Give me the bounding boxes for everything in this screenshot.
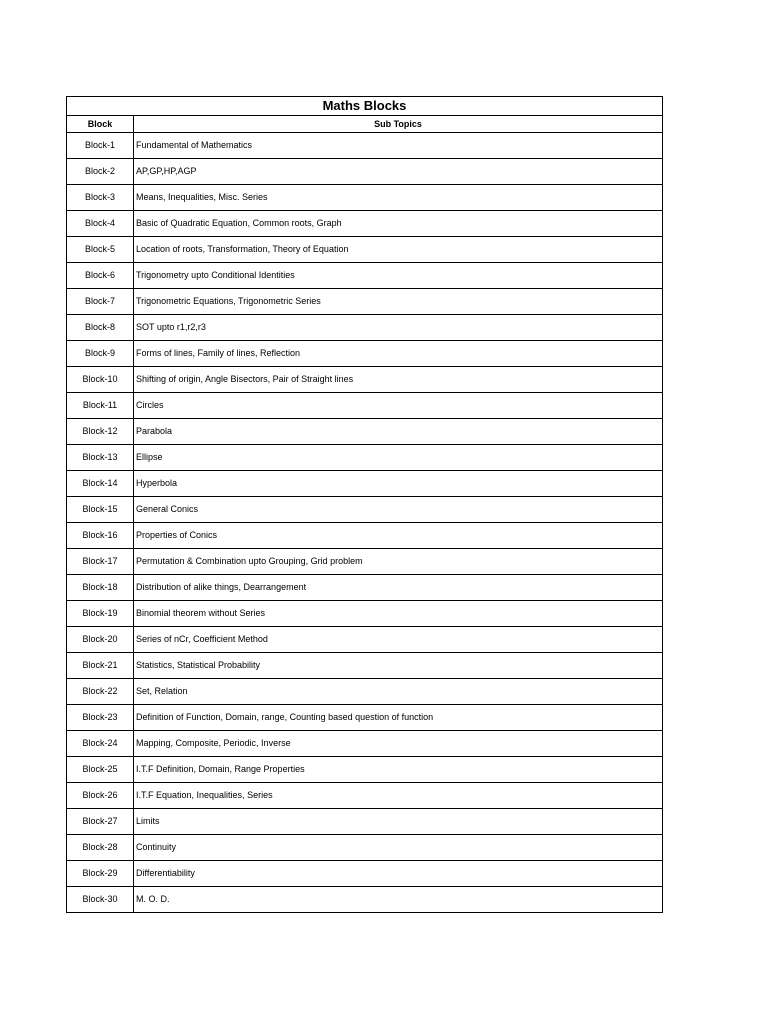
block-cell: Block-2 [67, 159, 134, 185]
sub-topic-cell: Parabola [134, 419, 663, 445]
block-cell: Block-30 [67, 887, 134, 913]
table-row [67, 809, 663, 835]
table-row [67, 783, 663, 809]
block-cell: Block-3 [67, 185, 134, 211]
sub-topic-cell: Binomial theorem without Series [134, 601, 663, 627]
block-cell: Block-11 [67, 393, 134, 419]
block-cell: Block-9 [67, 341, 134, 367]
table-row [67, 471, 663, 497]
block-cell: Block-8 [67, 315, 134, 341]
sub-topic-cell: Definition of Function, Domain, range, Counting based question of function [134, 705, 663, 731]
block-cell: Block-22 [67, 679, 134, 705]
block-cell: Block-24 [67, 731, 134, 757]
sub-topic-cell: Distribution of alike things, Dearrangement [134, 575, 663, 601]
block-cell: Block-25 [67, 757, 134, 783]
table-row [67, 185, 663, 211]
sub-topic-cell: Continuity [134, 835, 663, 861]
sub-topic-cell: M. O. D. [134, 887, 663, 913]
sub-topic-cell: Limits [134, 809, 663, 835]
table-title: Maths Blocks [67, 97, 663, 116]
sub-topic-cell: Location of roots, Transformation, Theory of Equation [134, 237, 663, 263]
header-block: Block [67, 116, 134, 133]
sub-topic-cell: Properties of Conics [134, 523, 663, 549]
block-cell: Block-20 [67, 627, 134, 653]
block-cell: Block-14 [67, 471, 134, 497]
sub-topic-cell: Permutation & Combination upto Grouping, Grid problem [134, 549, 663, 575]
block-cell: Block-5 [67, 237, 134, 263]
table-row [67, 211, 663, 237]
sub-topic-cell: Fundamental of Mathematics [134, 133, 663, 159]
table-row [67, 445, 663, 471]
table-row [67, 705, 663, 731]
table-row [67, 341, 663, 367]
table-row [67, 549, 663, 575]
table-row [67, 679, 663, 705]
sub-topic-cell: AP,GP,HP,AGP [134, 159, 663, 185]
table-row [67, 393, 663, 419]
block-cell: Block-27 [67, 809, 134, 835]
block-cell: Block-4 [67, 211, 134, 237]
sub-topic-cell: Mapping, Composite, Periodic, Inverse [134, 731, 663, 757]
table-row [67, 237, 663, 263]
block-cell: Block-15 [67, 497, 134, 523]
table-row [67, 367, 663, 393]
block-cell: Block-17 [67, 549, 134, 575]
block-cell: Block-29 [67, 861, 134, 887]
block-cell: Block-7 [67, 289, 134, 315]
table-row [67, 315, 663, 341]
table-body [67, 133, 663, 913]
table-row [67, 419, 663, 445]
maths-blocks-table [66, 96, 663, 913]
block-cell: Block-26 [67, 783, 134, 809]
block-cell: Block-6 [67, 263, 134, 289]
sub-topic-cell: Forms of lines, Family of lines, Reflection [134, 341, 663, 367]
table-row [67, 523, 663, 549]
sub-topic-cell: Statistics, Statistical Probability [134, 653, 663, 679]
sub-topic-cell: Trigonometric Equations, Trigonometric Series [134, 289, 663, 315]
block-cell: Block-12 [67, 419, 134, 445]
sub-topic-cell: Shifting of origin, Angle Bisectors, Pair of Straight lines [134, 367, 663, 393]
table-row [67, 653, 663, 679]
sub-topic-cell: SOT upto r1,r2,r3 [134, 315, 663, 341]
block-cell: Block-1 [67, 133, 134, 159]
sub-topic-cell: General Conics [134, 497, 663, 523]
table-row [67, 159, 663, 185]
block-cell: Block-16 [67, 523, 134, 549]
table-row [67, 289, 663, 315]
sub-topic-cell: I.T.F Definition, Domain, Range Properties [134, 757, 663, 783]
block-cell: Block-18 [67, 575, 134, 601]
block-cell: Block-13 [67, 445, 134, 471]
sub-topic-cell: Set, Relation [134, 679, 663, 705]
table-row [67, 757, 663, 783]
table-row [67, 133, 663, 159]
table-row [67, 731, 663, 757]
table-row [67, 887, 663, 913]
block-cell: Block-21 [67, 653, 134, 679]
block-cell: Block-19 [67, 601, 134, 627]
sub-topic-cell: Hyperbola [134, 471, 663, 497]
table-row [67, 835, 663, 861]
table-row [67, 861, 663, 887]
sub-topic-cell: Series of nCr, Coefficient Method [134, 627, 663, 653]
table-row [67, 575, 663, 601]
sub-topic-cell: Ellipse [134, 445, 663, 471]
table-row [67, 497, 663, 523]
sub-topic-cell: Circles [134, 393, 663, 419]
table-row [67, 601, 663, 627]
sub-topic-cell: I.T.F Equation, Inequalities, Series [134, 783, 663, 809]
table-row [67, 627, 663, 653]
block-cell: Block-23 [67, 705, 134, 731]
title-row [67, 97, 663, 116]
sub-topic-cell: Trigonometry upto Conditional Identities [134, 263, 663, 289]
block-cell: Block-28 [67, 835, 134, 861]
sub-topic-cell: Differentiability [134, 861, 663, 887]
block-cell: Block-10 [67, 367, 134, 393]
header-sub-topics: Sub Topics [134, 116, 663, 133]
table-row [67, 263, 663, 289]
sub-topic-cell: Basic of Quadratic Equation, Common roots, Graph [134, 211, 663, 237]
header-row [67, 116, 663, 133]
sub-topic-cell: Means, Inequalities, Misc. Series [134, 185, 663, 211]
